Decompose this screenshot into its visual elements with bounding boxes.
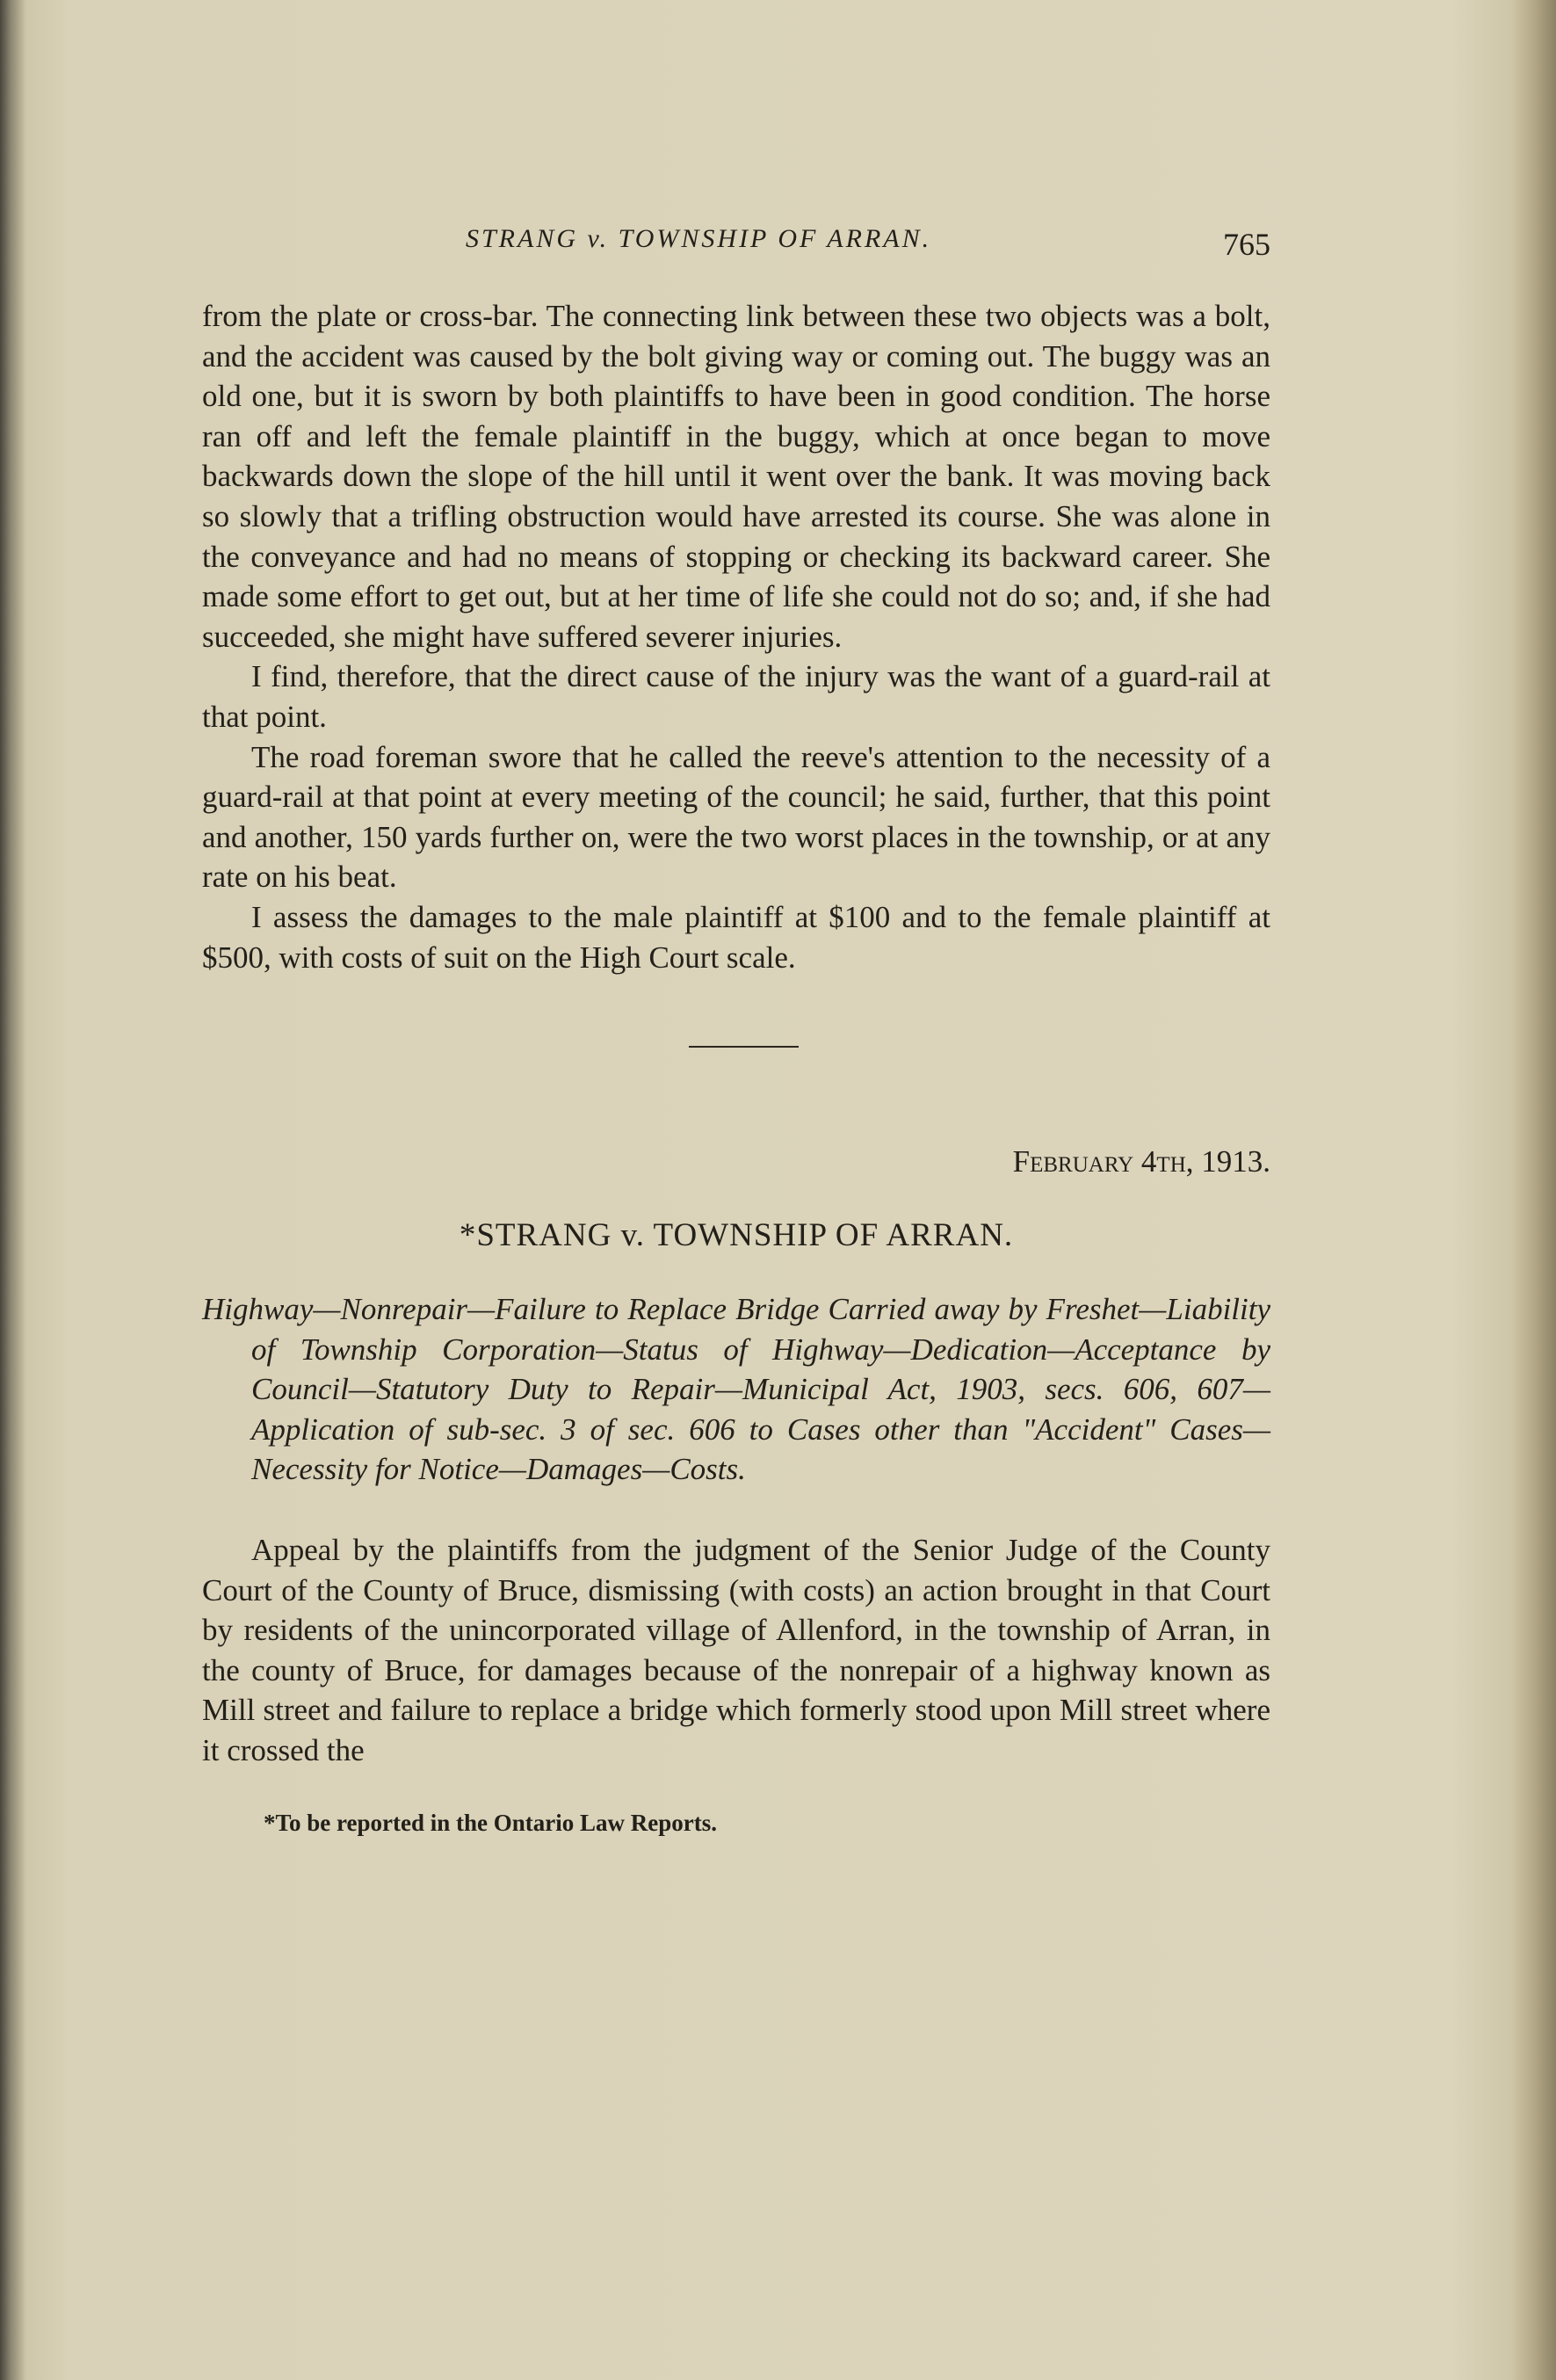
section-divider — [689, 1046, 799, 1048]
paragraph: I assess the damages to the male plaintiff at $100 and to the female plaintiff at $500, with costs of suit on the High Court scale. — [202, 899, 1270, 975]
page-number: 765 — [1223, 227, 1270, 262]
running-head — [202, 224, 1270, 277]
paragraph: The road foreman swore that he called the reeve's attention to the necessity of a guard-rail at that point at every meeting of the council; he said, further, that this point and another, 150 yards further on, were the two worst places in the township, or at any rate on his beat. — [202, 739, 1270, 895]
running-title: STRANG v. TOWNSHIP OF ARRAN. — [466, 224, 932, 253]
case-title: *STRANG v. TOWNSHIP OF ARRAN. — [459, 1217, 1014, 1254]
judgment-text — [202, 296, 1270, 977]
paragraph: I find, therefore, that the direct cause of the injury was the want of a guard-rail at that point. — [202, 659, 1270, 734]
page-content — [202, 224, 1270, 1837]
decision-date: February 4th, 1913. — [1012, 1144, 1270, 1179]
headnote: Highway—Nonrepair—Failure to Replace Bridge Carried away by Freshet—Liability of Township Corporation—Status of Highway—Dedication—Acceptance by Council—Statutory Duty to Repair—Municipal Act, 1903, secs. 606, 607—Application of sub-sec. 3 of sec. 606 to Cases other than "Accident" Cases—Necessity for Notice—Damages—Costs. — [202, 1292, 1270, 1487]
paragraph: from the plate or cross-bar. The connecting link between these two objects was a bolt, and the accident was caused by the bolt giving way or coming out. The buggy was an old one, but it is sworn by both plaintiffs to have been in good condition. The horse ran off and left the female plaintiff in the buggy, which at once began to move backwards down the slope of the hill until it went over the bank. It was moving back so slowly that a trifling obstruction would have arrested its course. She was alone in the conveyance and had no means of stopping or checking its backward career. She made some effort to get out, but at her time of life she could not do so; and, if she had succeeded, she might have suffered severer injuries. — [202, 299, 1270, 654]
appeal-paragraph: Appeal by the plaintiffs from the judgment of the Senior Judge of the County Court of the County of Bruce, dismissing (with costs) an action brought in that Court by residents of the unincorporated village of Allenford, in the township of Arran, in the county of Bruce, for damages because of the nonrepair of a highway known as Mill street and failure to replace a bridge which formerly stood upon Mill street where it crossed the — [202, 1533, 1270, 1768]
footnote: *To be reported in the Ontario Law Reports. — [264, 1809, 717, 1836]
